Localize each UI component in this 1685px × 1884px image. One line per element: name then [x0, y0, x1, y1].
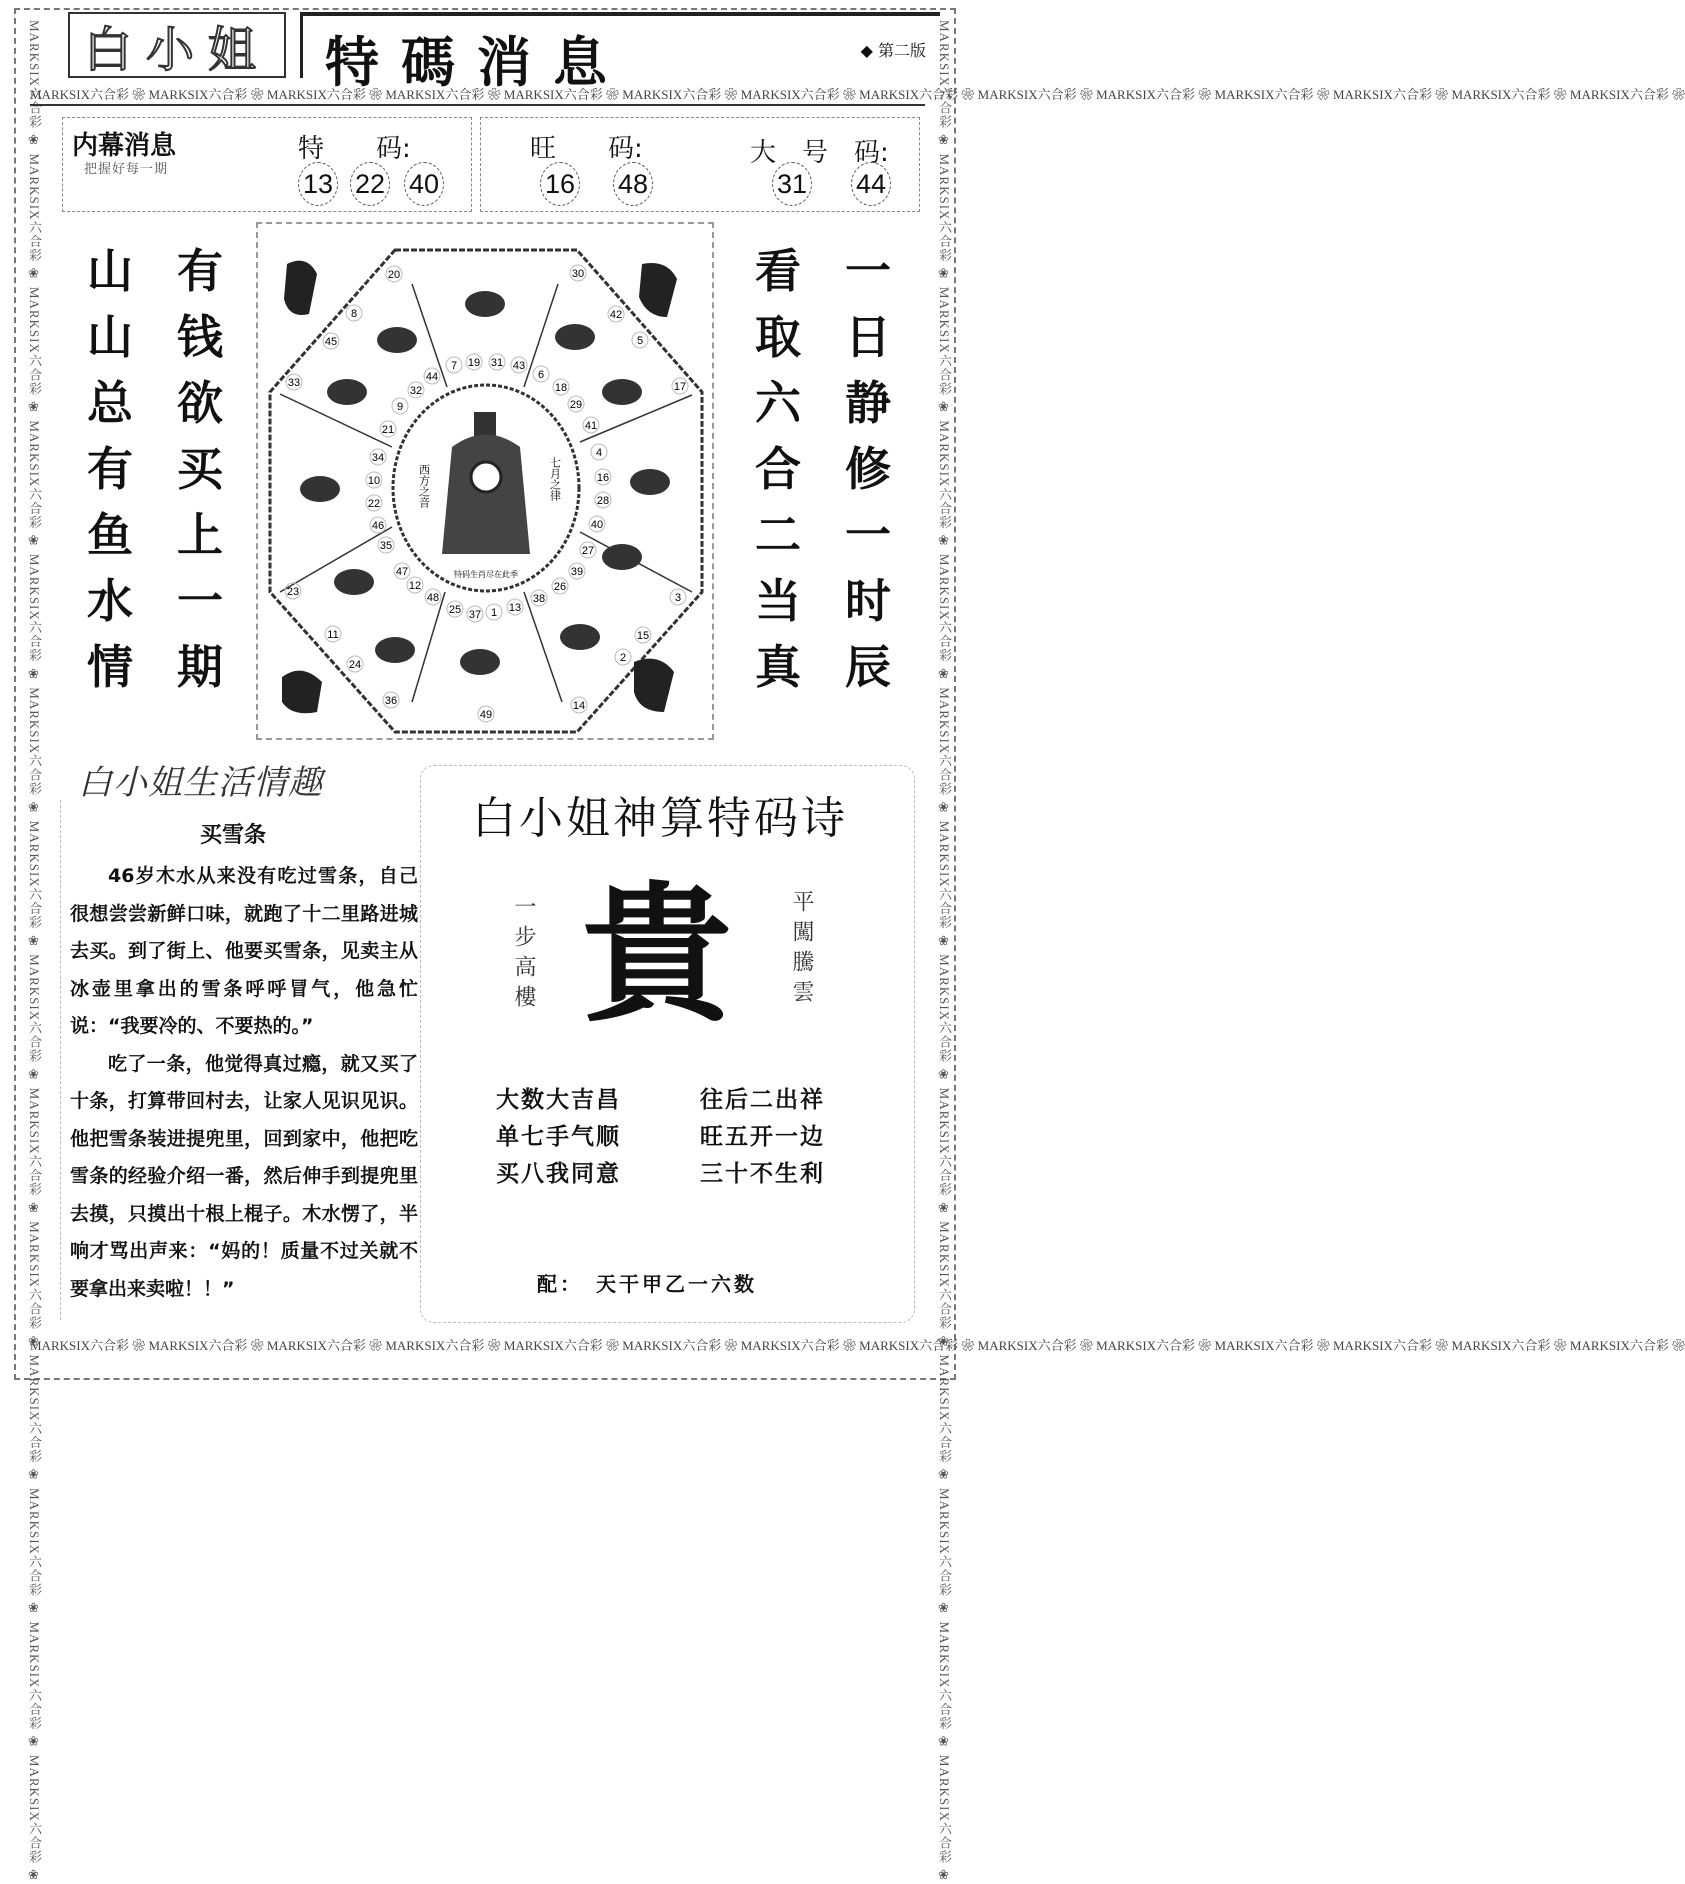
zodiac-number: 40 [590, 519, 604, 531]
special-number: 40 [404, 162, 444, 206]
special-number: 22 [350, 162, 390, 206]
slogan-char: 时 [845, 574, 891, 628]
verse-line: 大数大吉昌 [496, 1087, 621, 1113]
rat-icon [465, 291, 505, 317]
zodiac-number: 27 [581, 545, 595, 557]
slogan-char: 情 [87, 640, 133, 694]
slogan-char: 当 [755, 574, 801, 628]
zodiac-number: 13 [508, 602, 522, 614]
poem-left-side: 一步高樓 [511, 895, 536, 1015]
ox-icon [555, 324, 595, 350]
story-paragraph: 吃了一条，他觉得真过瘾，就又买了十条，打算带回村去，让家人见识见识。他把雪条装进提兜里，回到家中，他把吃雪条的经验介绍一番，然后伸手到提兜里去摸，只摸出十根上棍子。木水愣了，半响才骂出声来：“妈的！质量不过关就不要拿出来卖啦！！” [70, 1052, 418, 1300]
wang-number: 48 [613, 162, 653, 206]
zodiac-number: 29 [569, 399, 583, 411]
life-section-title: 白小姐生活情趣 [78, 763, 323, 803]
left-watermark-strip: MARKSIX六合彩 ❀ MARKSIX六合彩 ❀ MARKSIX六合彩 ❀ MARKSIX六合彩 ❀ MARKSIX六合彩 ❀ MARKSIX六合彩 ❀ MARKSIX六合彩 ❀ MARKSIX六合彩 ❀ MARKSIX六合彩 ❀ MARKSIX六合彩 ❀ MARKSIX六合彩 ❀ MARKSIX六合彩 ❀ MARKSIX六合彩 ❀ MARKSIX六合彩 ❀ [27, 20, 42, 1884]
pei-note: 配： 天干甲乙一六数 [537, 1272, 757, 1296]
zodiac-number: 30 [571, 268, 585, 280]
slogan-char: 买 [177, 442, 223, 496]
zodiac-number: 3 [674, 592, 682, 604]
right-watermark-strip: MARKSIX六合彩 ❀ MARKSIX六合彩 ❀ MARKSIX六合彩 ❀ MARKSIX六合彩 ❀ MARKSIX六合彩 ❀ MARKSIX六合彩 ❀ MARKSIX六合彩 ❀ MARKSIX六合彩 ❀ MARKSIX六合彩 ❀ MARKSIX六合彩 ❀ MARKSIX六合彩 ❀ MARKSIX六合彩 ❀ MARKSIX六合彩 ❀ MARKSIX六合彩 ❀ [937, 20, 952, 1884]
edition-label: ◆ 第二版 [860, 41, 926, 60]
story-title: 买雪条 [200, 823, 267, 848]
zodiac-number: 46 [371, 520, 385, 532]
zodiac-number: 10 [367, 475, 381, 487]
zodiac-number: 4 [595, 447, 603, 459]
left-slogan-col-1 [80, 244, 140, 694]
sheep-icon [375, 637, 415, 663]
zodiac-number: 14 [572, 700, 586, 712]
zodiac-number: 1 [490, 607, 498, 619]
zodiac-number: 35 [379, 540, 393, 552]
zodiac-number: 22 [367, 498, 381, 510]
slogan-char: 六 [755, 376, 801, 430]
right-slogan-col-2 [838, 244, 898, 694]
slogan-char: 辰 [845, 640, 891, 694]
zodiac-chart [256, 222, 714, 740]
story-paragraph: 46岁木水从来没有吃过雪条，自己很想尝尝新鲜口味，就跑了十二里路进城去买。到了街上、他要买雪条，见卖主从冰壶里拿出的雪条呼呼冒气，他急忙说：“我要冷的、不要热的。” [70, 865, 418, 1037]
slogan-char: 静 [845, 376, 891, 430]
zodiac-number: 37 [468, 609, 482, 621]
inside-news-subtitle: 把握好每一期 [84, 162, 169, 177]
zodiac-number: 32 [409, 385, 423, 397]
big-label: 大 号 码: [750, 138, 889, 168]
zodiac-number: 16 [596, 472, 610, 484]
verse-line: 三十不生利 [700, 1161, 825, 1187]
slogan-char: 欲 [177, 376, 223, 430]
wang-number: 16 [540, 162, 580, 206]
tiger-icon [602, 379, 642, 405]
zodiac-number: 7 [450, 360, 458, 372]
verse-line: 往后二出祥 [700, 1087, 825, 1113]
slogan-char: 鱼 [87, 508, 133, 562]
right-caption: 七月之律 [548, 457, 562, 501]
inside-news-title: 内幕消息 [72, 125, 176, 162]
bottom-caption: 特码生肖尽在此季 [454, 570, 518, 579]
slogan-char: 合 [755, 442, 801, 496]
slogan-char: 水 [87, 574, 133, 628]
zodiac-number: 48 [426, 592, 440, 604]
story-body [70, 858, 418, 1308]
zodiac-number: 2 [619, 652, 627, 664]
slogan-char: 日 [845, 310, 891, 364]
slogan-char: 山 [87, 310, 133, 364]
verses-right [700, 1082, 825, 1193]
poem-title: 白小姐神算特码诗 [472, 793, 848, 844]
zodiac-number: 36 [384, 695, 398, 707]
slogan-char: 期 [177, 640, 223, 694]
pig-icon [377, 327, 417, 353]
zodiac-number: 41 [584, 420, 598, 432]
zodiac-number: 49 [479, 709, 493, 721]
zodiac-number: 43 [512, 360, 526, 372]
horse-icon [460, 649, 500, 675]
slogan-char: 取 [755, 310, 801, 364]
zodiac-number: 31 [490, 357, 504, 369]
special-label: 特 码: [298, 134, 411, 164]
edition-text: 第二版 [877, 41, 926, 60]
zodiac-diagram [258, 224, 716, 742]
zodiac-number: 25 [448, 604, 462, 616]
zodiac-number: 8 [350, 308, 358, 320]
verse-line: 旺五开一边 [700, 1124, 825, 1150]
slogan-char: 有 [177, 244, 223, 298]
zodiac-number: 26 [553, 581, 567, 593]
zodiac-number: 15 [636, 630, 650, 642]
zodiac-number: 33 [287, 377, 301, 389]
slogan-char: 总 [87, 376, 133, 430]
dragon-icon [602, 544, 642, 570]
slogan-char: 山 [87, 244, 133, 298]
slogan-char: 一 [845, 244, 891, 298]
verse-line: 单七手气顺 [496, 1124, 621, 1150]
slogan-char: 一 [845, 508, 891, 562]
zodiac-number: 21 [381, 424, 395, 436]
zodiac-number: 5 [636, 335, 644, 347]
zodiac-number: 24 [348, 659, 362, 671]
zodiac-number: 45 [324, 336, 338, 348]
zodiac-number: 38 [532, 593, 546, 605]
slogan-char: 真 [755, 640, 801, 694]
zodiac-number: 19 [467, 357, 481, 369]
dog-icon [327, 379, 367, 405]
slogan-char: 二 [755, 508, 801, 562]
zodiac-number: 11 [327, 629, 339, 641]
zodiac-number: 47 [395, 566, 409, 578]
slogan-char: 看 [755, 244, 801, 298]
rabbit-icon [630, 469, 670, 495]
page-title: 特碼消息 [325, 31, 629, 94]
zodiac-number: 20 [387, 269, 401, 281]
zodiac-number: 23 [286, 586, 300, 598]
slogan-char: 一 [177, 574, 223, 628]
big-number: 44 [851, 162, 891, 206]
zodiac-number: 42 [609, 309, 623, 321]
watermark-row-top: MARKSIX六合彩 ❀ MARKSIX六合彩 ❀ MARKSIX六合彩 ❀ MARKSIX六合彩 ❀ MARKSIX六合彩 ❀ MARKSIX六合彩 ❀ MARKSIX六合彩 ❀ MARKSIX六合彩 ❀ MARKSIX六合彩 ❀ MARKSIX六合彩 ❀ MARKSIX六合彩 ❀ MARKSIX六合彩 ❀ MARKSIX六合彩 ❀ MARKSIX六合彩 ❀ [30, 87, 1685, 102]
slogan-char: 修 [845, 442, 891, 496]
rooster-icon [300, 476, 340, 502]
monkey-icon [334, 569, 374, 595]
left-slogan-col-2 [170, 244, 230, 694]
special-number: 13 [298, 162, 338, 206]
verses-left [496, 1082, 621, 1193]
zodiac-number: 39 [570, 566, 584, 578]
poem-box [420, 765, 915, 1323]
snake-icon [560, 624, 600, 650]
brand-logo: 白小姐 [68, 12, 286, 78]
zodiac-number: 28 [596, 495, 610, 507]
zodiac-number: 9 [396, 401, 404, 413]
zodiac-number: 17 [673, 381, 687, 393]
masthead [300, 12, 940, 94]
zodiac-number: 12 [408, 580, 422, 592]
zodiac-number: 44 [425, 371, 439, 383]
slogan-char: 有 [87, 442, 133, 496]
poem-big-character: 貴 [582, 867, 733, 1043]
right-slogan-col-1 [748, 244, 808, 694]
slogan-char: 上 [177, 508, 223, 562]
big-number: 31 [772, 162, 812, 206]
zodiac-number: 18 [554, 382, 568, 394]
divider [30, 104, 925, 106]
zodiac-number: 6 [537, 369, 545, 381]
wang-label: 旺 码: [530, 134, 643, 164]
watermark-row-bottom: MARKSIX六合彩 ❀ MARKSIX六合彩 ❀ MARKSIX六合彩 ❀ MARKSIX六合彩 ❀ MARKSIX六合彩 ❀ MARKSIX六合彩 ❀ MARKSIX六合彩 ❀ MARKSIX六合彩 ❀ MARKSIX六合彩 ❀ MARKSIX六合彩 ❀ MARKSIX六合彩 ❀ MARKSIX六合彩 ❀ MARKSIX六合彩 ❀ MARKSIX六合彩 ❀ [30, 1338, 1685, 1353]
verse-line: 买八我同意 [496, 1161, 621, 1187]
poem-right-side: 平闖騰雲 [789, 890, 814, 1010]
zodiac-number: 34 [371, 452, 385, 464]
left-caption: 西方之音 [417, 464, 431, 508]
slogan-char: 钱 [177, 310, 223, 364]
